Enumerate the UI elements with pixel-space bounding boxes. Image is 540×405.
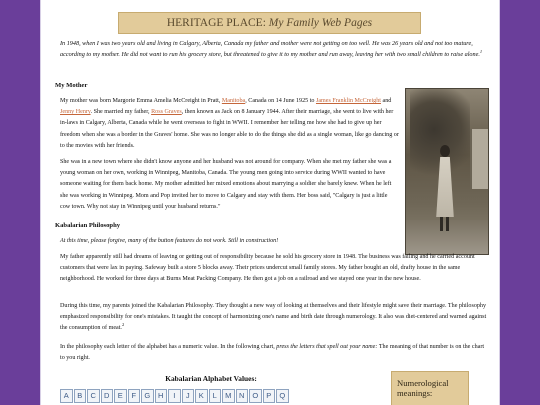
- text-span: and: [380, 98, 392, 104]
- letter-button-m[interactable]: M: [222, 389, 235, 403]
- numerological-meanings-box: [391, 371, 469, 405]
- text-span: . She married my father,: [90, 109, 152, 116]
- letter-button-b[interactable]: B: [74, 389, 87, 403]
- alphabet-title: Kabalarian Alphabet Values:: [165, 374, 257, 383]
- letter-button-j[interactable]: J: [182, 389, 195, 403]
- text-span: My mother was born Margorie Emma Amelia McCreight in Pratt,: [60, 98, 222, 104]
- letter-button-a[interactable]: A: [60, 389, 73, 403]
- letter-button-o[interactable]: O: [249, 389, 262, 403]
- text-span: In the philosophy each letter of the alphabet has a numeric value. In the following chart,: [60, 344, 277, 350]
- letter-button-f[interactable]: F: [128, 389, 141, 403]
- text-span: During this time, my parents joined the Kabalarian Philosophy. They thought a new way of looking at themselves and their lifestyle might save their marriage. The philosophy emphasized responsibility for one's mistakes. It taught the concept of harmonizing one's name and birth date through numerology. It also was diet-centered and warned against the consumption of meat.: [60, 303, 487, 332]
- banner-subtitle: My Family Web Pages: [268, 17, 373, 29]
- numerological-meanings-label: Numerological meanings:: [397, 378, 449, 398]
- letter-button-g[interactable]: G: [141, 389, 154, 403]
- text-span: The meaning of that number is on the chart to you right.: [60, 344, 485, 362]
- photo-house: [470, 129, 488, 189]
- letter-button-h[interactable]: H: [155, 389, 168, 403]
- kabalarian-paragraph-1: My father apparently still had dreams of leaving or getting out of responsibility because he sold his grocery store in 1948. The business was failing and he carried account customers that were lax in paying. Safeway built a store 5 blocks away. Their prices undercut small family stores. My father bought an old, drafty house in the same neighborhood. He worked for three days at Burns Meat Packing Company. He then got a job on a railroad and we stayed one year in the new house.: [60, 254, 475, 283]
- banner-title: HERITAGE PLACE:: [166, 17, 269, 29]
- letter-button-i[interactable]: I: [168, 389, 181, 403]
- page-banner: [118, 12, 421, 34]
- letter-button-e[interactable]: E: [114, 389, 127, 403]
- letter-button-n[interactable]: N: [236, 389, 249, 403]
- link-manitoba[interactable]: Manitoba: [221, 98, 246, 104]
- letter-button-l[interactable]: L: [209, 389, 222, 403]
- link-jenny-henry[interactable]: Jenny Henry: [60, 109, 91, 116]
- link-james-franklin-mccreight[interactable]: James Franklin McCreight: [315, 98, 381, 104]
- alphabet-buttons: [60, 389, 289, 403]
- section-heading-kabalarian: Kabalarian Philosophy: [55, 222, 121, 229]
- footnote-link-1[interactable]: 1: [479, 48, 483, 54]
- letter-button-p[interactable]: P: [263, 389, 276, 403]
- kabalarian-paragraph-2: [60, 301, 490, 335]
- intro-paragraph: [60, 39, 492, 60]
- letter-button-d[interactable]: D: [101, 389, 114, 403]
- mother-photo: [405, 88, 489, 255]
- kabalarian-paragraph-3: [60, 342, 490, 364]
- intro-text: In 1948, when I was two years old and living in Calgary, Alberta, Canada my father and mother were not getting on too well. He was 26 years old and not too mature, according to my mother. He did not want to run his grocery store, but threatened to give it to my mother and run away, leaving her with two small children to raise alone.: [60, 40, 480, 58]
- letter-button-q[interactable]: Q: [276, 389, 289, 403]
- link-ross-graves[interactable]: Ross Graves: [151, 109, 182, 116]
- section-heading-my-mother: My Mother: [55, 82, 88, 89]
- letter-button-k[interactable]: K: [195, 389, 208, 403]
- text-span: , Canada on 14 June 1925 to: [245, 98, 316, 104]
- footnote-link-2[interactable]: 2: [121, 322, 125, 328]
- photo-figure-head: [440, 145, 450, 157]
- letter-button-c[interactable]: C: [87, 389, 100, 403]
- photo-figure-legs: [440, 217, 450, 231]
- instruction-emphasis: press the letters that spell out your name:: [276, 344, 378, 350]
- mother-paragraph-1: [60, 96, 399, 152]
- page-content: [40, 0, 500, 405]
- text-span: , then known as Jack on 8 January 1944. After their marriage, she went to live with her in-laws in Calgary, Alberta, Canada while he went overseas to fight in WWII. I remember her telling me how she had to give up her freedom when she was a border in the Graves' home. She was no longer able to do the things she did as a single woman, like go dancing or to the movies with her friends.: [60, 109, 399, 149]
- mother-paragraph-2: She was in a new town where she didn't know anyone and her husband was not around for company. When she met my father she was a young woman on her own, working in Winnipeg, Manitoba, Canada. The young men going into service during WWII wanted to have someone waiting for them back home. My mother admitted her mixed emotions about marrying a soldier she barely knew. When he left she was working in Winnipeg. Mom and Pop invited her to move to Calgary and stay with them. Her boss said, "Calgary is just a little cow town. Why not stay in Winnipeg until your husband returns.": [60, 159, 392, 210]
- construction-notice: At this time, please forgive, many of the button features do not work. Still in construction!: [60, 238, 279, 244]
